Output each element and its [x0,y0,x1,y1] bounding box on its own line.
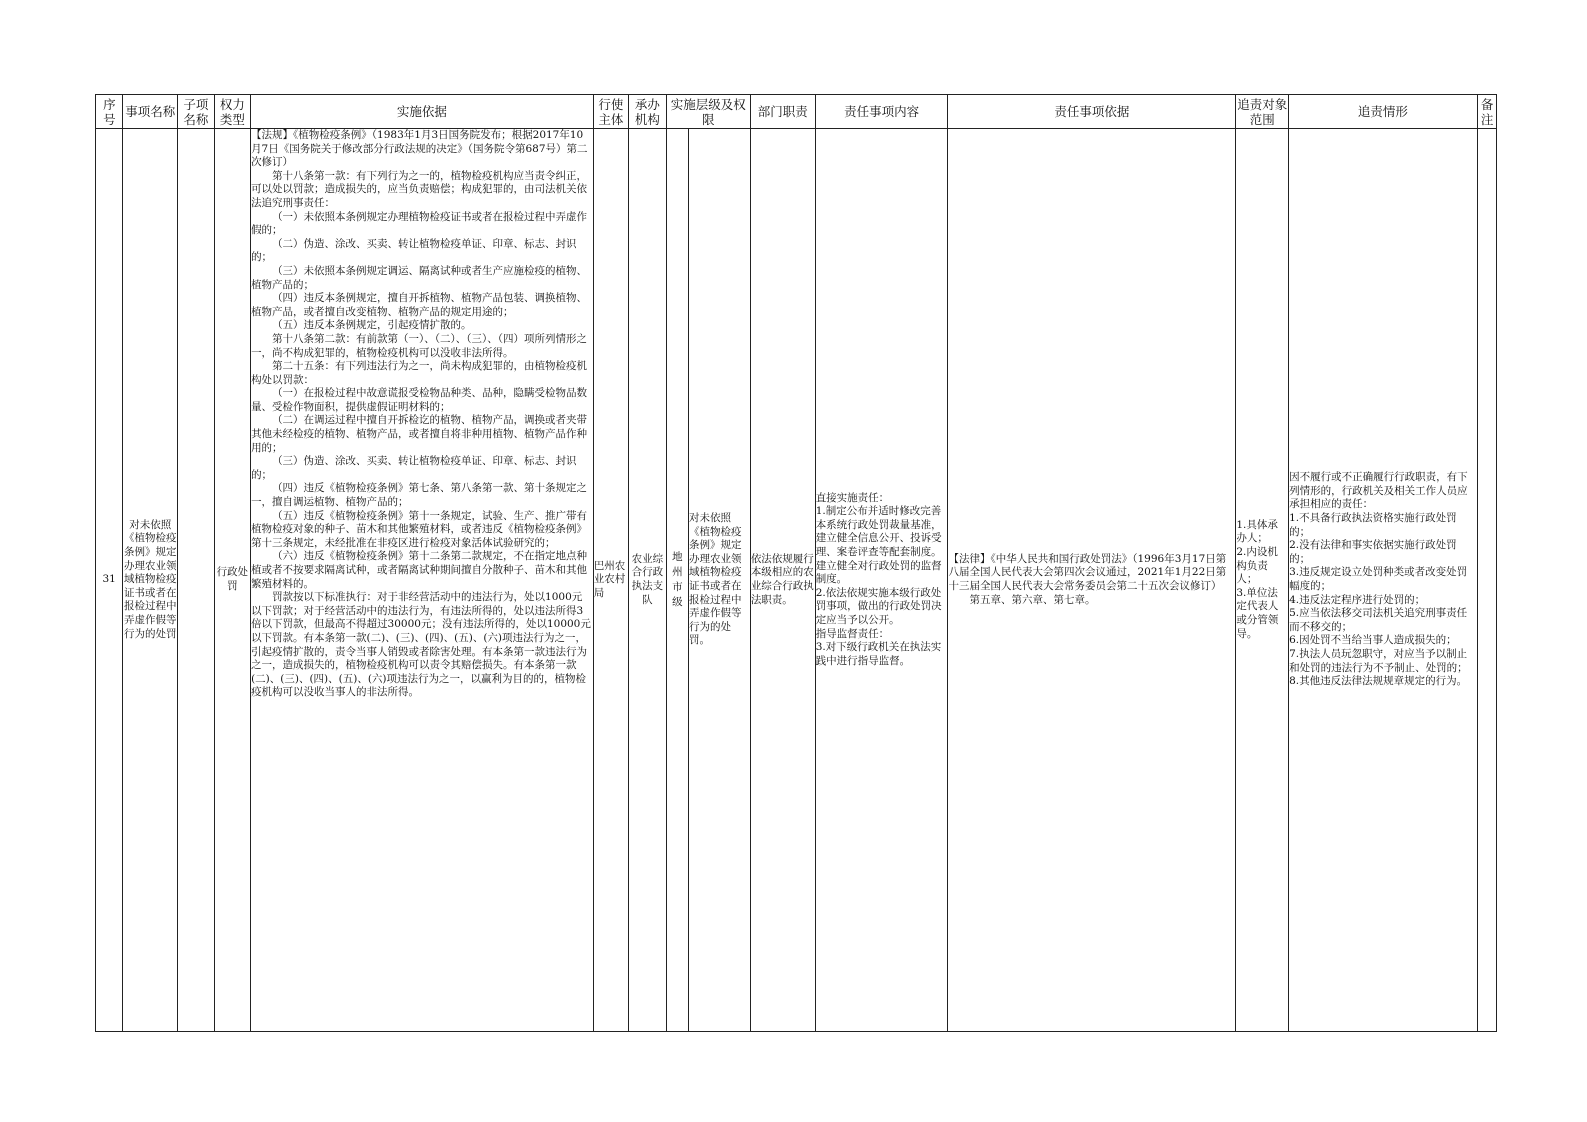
cell-power-type: 行政处罚 [214,129,250,1032]
cell-resp-content [815,129,948,1032]
header-remark: 备注 [1477,95,1496,129]
resp-content-line: 指导监督责任： [815,627,890,640]
basis-line: （六）违反《植物检疫条例》第十二条第二款规定，不在指定地点种植或者不按要求隔离试种，或者隔离试种期间擅自分散种子、苗木和其他繁殖材料的。 [251,550,588,590]
cell-item-name: 对未依照《植物检疫条例》规定办理农业领域植物检疫证书或者在报检过程中弄虚作假等行为的处罚 [123,129,178,1032]
resp-content-line: 3.对下级行政机关在执法实践中进行指导监督。 [815,641,942,667]
circumstance-line: 4.违反法定程序进行处罚的； [1289,593,1426,606]
table-row [96,129,1497,1032]
resp-content-line: 1.制定公布并适时修改完善本系统行政处罚裁量基准，建立健全信息公开、投诉受理、案卷评查等配套制度。建立健全对行政处罚的监督制度。 [815,505,942,586]
resp-content-line: 2.依法依规实施本级行政处罚事项，做出的行政处罚决定应当予以公开。 [815,586,942,626]
cell-level-tier: 地州市级 [666,129,688,1032]
header-basis: 实施依据 [251,95,594,129]
basis-line: 【法规】《植物检疫条例》（1983年1月3日国务院发布；根据2017年10月7日《国务院关于修改部分行政法规的决定》（国务院令第687号）第二次修订） [251,129,588,169]
header-item-name: 事项名称 [123,95,178,129]
circumstance-line: 5.应当依法移交司法机关追究刑事责任而不移交的； [1289,607,1468,633]
cell-circumstances [1289,129,1478,1032]
resp-basis-line: 第五章、第六章、第七章。 [969,593,1096,606]
header-resp-content: 责任事项内容 [815,95,948,129]
basis-line: （五）违反本条例规定，引起疫情扩散的。 [272,319,472,332]
cell-subject: 巴州农业农村局 [593,129,628,1032]
basis-line: （五）违反《植物检疫条例》第十一条规定，试验、生产、推广带有植物检疫对象的种子、苗木和其他繁殖材料，或者违反《植物检疫条例》第十三条规定，未经批准在非疫区进行检疫对象活体试验研究的； [251,509,588,549]
circumstance-line: 2.没有法律和事实依据实施行政处罚的； [1289,539,1457,565]
header-scope: 追责对象范围 [1237,96,1288,127]
header-seq: 序号 [96,95,123,129]
cell-organ: 农业综合行政执法支队 [629,129,667,1032]
basis-line: （四）违反《植物检疫条例》第七条、第八条第一款、第十条规定之一，擅自调运植物、植物产品的； [251,482,588,509]
responsibility-table [95,94,1497,1032]
scope-line: 3.单位法定代表人或分管领导。 [1236,586,1279,640]
cell-duty: 依法依规履行本级相应的农业综合行政执法职责。 [750,129,815,1032]
header-resp-basis: 责任事项依据 [948,95,1236,129]
basis-line: （二）在调运过程中擅自开拆检讫的植物、植物产品，调换或者夹带其他未经检疫的植物、植物产品，或者擅自将非种用植物、植物产品作种用的； [251,414,588,454]
basis-line: （三）伪造、涂改、买卖、转让植物检疫单证、印章、标志、封识的； [251,455,577,481]
basis-line: （二）伪造、涂改、买卖、转让植物检疫单证、印章、标志、封识的； [251,237,577,264]
header-circumstances: 追责情形 [1289,95,1478,129]
cell-basis [251,129,594,1032]
header-power-type: 权力类型 [214,95,250,129]
header-row [96,95,1497,129]
cell-resp-basis [948,129,1236,1032]
cell-sub-name [178,129,214,1032]
cell-seq: 31 [96,129,123,1032]
header-duty: 部门职责 [750,95,815,129]
basis-line: 第十八条第二款：有前款第（一）、（二）、（三）、（四）项所列情形之一，尚不构成犯罪的，植物检疫机构可以没收非法所得。 [251,332,588,359]
header-level: 实施层级及权限 [666,95,750,129]
scope-line: 2.内设机构负责人； [1236,546,1278,586]
cell-level-power: 对未依照《植物检疫条例》规定办理农业领域植物检疫证书或者在报检过程中弄虚作假等行为的处罚。 [688,129,750,1032]
basis-line: （四）违反本条例规定，擅自开拆植物、植物产品包装、调换植物、植物产品，或者擅自改变植物、植物产品的规定用途的； [251,292,588,318]
resp-basis-line: 【法律】《中华人民共和国行政处罚法》（1996年3月17日第八届全国人民代表大会第四次会议通过，2021年1月22日第十三届全国人民代表大会常务委员会第二十五次会议修订） [948,552,1227,592]
circumstance-line: 1.不具备行政执法资格实施行政处罚的； [1289,512,1457,538]
circumstance-line: 6.因处罚不当给当事人造成损失的； [1289,634,1457,647]
circumstance-line: 因不履行或不正确履行行政职责，有下列情形的，行政机关及相关工作人员应承担相应的责任： [1289,471,1468,511]
basis-line: 罚款按以下标准执行：对于非经营活动中的违法行为，处以1000元以下罚款；对于经营活动中的违法行为，有违法所得的，处以违法所得3倍以下罚款，但最高不得超过30000元；没有违法所得的，处以10000元以下罚款。有本条第一款(二)、(三)、(四)、(五)、(六)项违法行为之一，引起疫情扩散的，责令当事人销毁或者除害处理。有本条第一款违法行为之一，造成损失的，植物检疫机构可以责令其赔偿损失。有本条第一款(二)、(三)、(四)、(五)、(六)项违法行为之一，以赢利为目的的，植物检疫机构可以没收当事人的非法所得。 [251,591,591,699]
basis-line: 第二十五条：有下列违法行为之一，尚未构成犯罪的，由植物检疫机构处以罚款： [251,360,588,386]
cell-scope [1236,129,1289,1032]
basis-line: （一）在报检过程中故意谎报受检物品种类、品种，隐瞒受检物品数量、受检作物面积，提供虚假证明材料的； [251,387,588,413]
cell-remark [1477,129,1496,1032]
scope-line: 1.具体承办人； [1236,518,1278,545]
circumstance-line: 7.执法人员玩忽职守，对应当予以制止和处罚的违法行为不予制止、处罚的； [1289,647,1468,674]
resp-content-line: 直接实施责任： [815,491,890,504]
circumstance-line: 3.违反规定设立处罚种类或者改变处罚幅度的； [1289,566,1468,592]
header-sub-name: 子项名称 [178,95,214,129]
basis-line: （一）未依照本条例规定办理植物检疫证书或者在报检过程中弄虚作假的； [251,210,588,237]
header-subject: 行使主体 [593,95,628,129]
circumstance-line: 8.其他违反法律法规规章规定的行为。 [1289,675,1468,688]
header-organ: 承办机构 [629,95,667,129]
basis-line: 第十八条第一款：有下列行为之一的，植物检疫机构应当责令纠正，可以处以罚款；造成损失的，应当负责赔偿；构成犯罪的，由司法机关依法追究刑事责任： [251,169,588,209]
basis-line: （三）未依照本条例规定调运、隔离试种或者生产应施检疫的植物、植物产品的； [251,264,588,291]
